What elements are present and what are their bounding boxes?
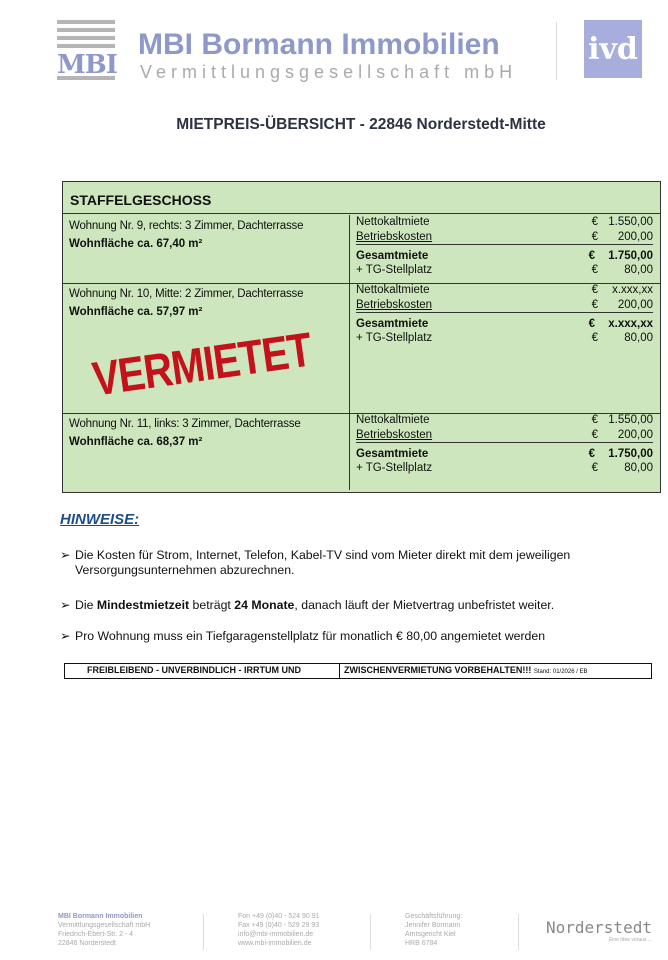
operating-costs: Betriebskosten € 200,00 bbox=[356, 299, 653, 311]
company-subtitle: Vermittlungsgesellschaft mbH bbox=[140, 62, 518, 82]
arrow-bullet-icon: ➢ bbox=[60, 548, 71, 562]
note-item: ➢ Die Mindestmietzeit beträgt 24 Monate, danach läuft der Mietvertrag unbefristet weiter. bbox=[60, 598, 555, 612]
mbi-logo: MBI bbox=[57, 20, 115, 80]
page-title: MIETPREIS-ÜBERSICHT - 22846 Norderstedt-Mitte bbox=[176, 116, 546, 133]
footer-contact: Fon +49 (0)40 - 524 90 91 Fax +49 (0)40 - 529 29 93 info@mbi-immobilien.de www.mbi-immobilien.de bbox=[238, 913, 320, 947]
total-rent: Gesamtmiete € 1.750,00 bbox=[356, 250, 653, 262]
notes-heading: HINWEISE: bbox=[60, 511, 140, 528]
note-item: ➢ Die Kosten für Strom, Internet, Telefon, Kabel-TV sind vom Mieter direkt mit dem jeweiligen Versorgungsunternehmen abzurechnen. bbox=[60, 548, 571, 577]
footer-legal: Geschäftsführung: Jennifer Bormann Amtsgericht Kiel HRB 6784 bbox=[405, 913, 463, 947]
parking: + TG-Stellplatz € 80,00 bbox=[356, 332, 653, 344]
apartment-row: Wohnung Nr. 11, links: 3 Zimmer, Dachterrasse Wohnfläche ca. 68,37 m² Nettokaltmiete € 1.550,00 Betriebskosten € 200,00 Gesamtmiete € 1.750,00 + TG-Stellplatz € 80,00 bbox=[63, 413, 660, 490]
parking: + TG-Stellplatz € 80,00 bbox=[356, 462, 653, 474]
net-rent: Nettokaltmiete € x.xxx,xx bbox=[356, 284, 653, 296]
arrow-bullet-icon: ➢ bbox=[60, 598, 71, 612]
arrow-bullet-icon: ➢ bbox=[60, 629, 71, 643]
ivd-logo: ivd bbox=[584, 20, 642, 78]
company-name: MBI Bormann Immobilien bbox=[138, 28, 500, 61]
operating-costs: Betriebskosten € 200,00 bbox=[356, 429, 653, 441]
total-rent: Gesamtmiete € 1.750,00 bbox=[356, 448, 653, 460]
net-rent: Nettokaltmiete € 1.550,00 bbox=[356, 414, 653, 426]
footer-company: MBI Bormann Immobilien Vermittlungsgesellschaft mbH Friedrich-Ebert-Str. 2 - 4 22846 Norderstedt bbox=[58, 913, 151, 947]
disclaimer-box: FREIBLEIBEND - UNVERBINDLICH - IRRTUM UND ZWISCHENVERMIETUNG VORBEHALTEN!!! Stand: 01/2026 / EB bbox=[64, 663, 652, 679]
net-rent: Nettokaltmiete € 1.550,00 bbox=[356, 216, 653, 228]
norderstedt-logo: Norderstedt Eine Idee voraus ... bbox=[546, 918, 652, 943]
apartment-row: Wohnung Nr. 9, rechts: 3 Zimmer, Dachterrasse Wohnfläche ca. 67,40 m² Nettokaltmiete € 1.550,00 Betriebskosten € 200,00 Gesamtmiete € 1.750,00 + TG-Stellplatz € 80,00 bbox=[63, 215, 660, 284]
total-rent: Gesamtmiete € x.xxx,xx bbox=[356, 318, 653, 330]
apartment-row: Wohnung Nr. 10, Mitte: 2 Zimmer, Dachterrasse Wohnfläche ca. 57,97 m² Nettokaltmiete € x.xxx,xx Betriebskosten € 200,00 Gesamtmiete € x.xxx,xx + TG-Stellplatz € 80,00 bbox=[63, 283, 660, 414]
rent-table bbox=[62, 181, 661, 493]
rented-stamp: VERMIETET bbox=[89, 323, 315, 407]
note-item: ➢ Pro Wohnung muss ein Tiefgaragenstellplatz für monatlich € 80,00 angemietet werden bbox=[60, 629, 546, 643]
operating-costs: Betriebskosten € 200,00 bbox=[356, 231, 653, 243]
table-heading: STAFFELGESCHOSS bbox=[63, 182, 660, 214]
divider bbox=[556, 22, 557, 80]
parking: + TG-Stellplatz € 80,00 bbox=[356, 264, 653, 276]
